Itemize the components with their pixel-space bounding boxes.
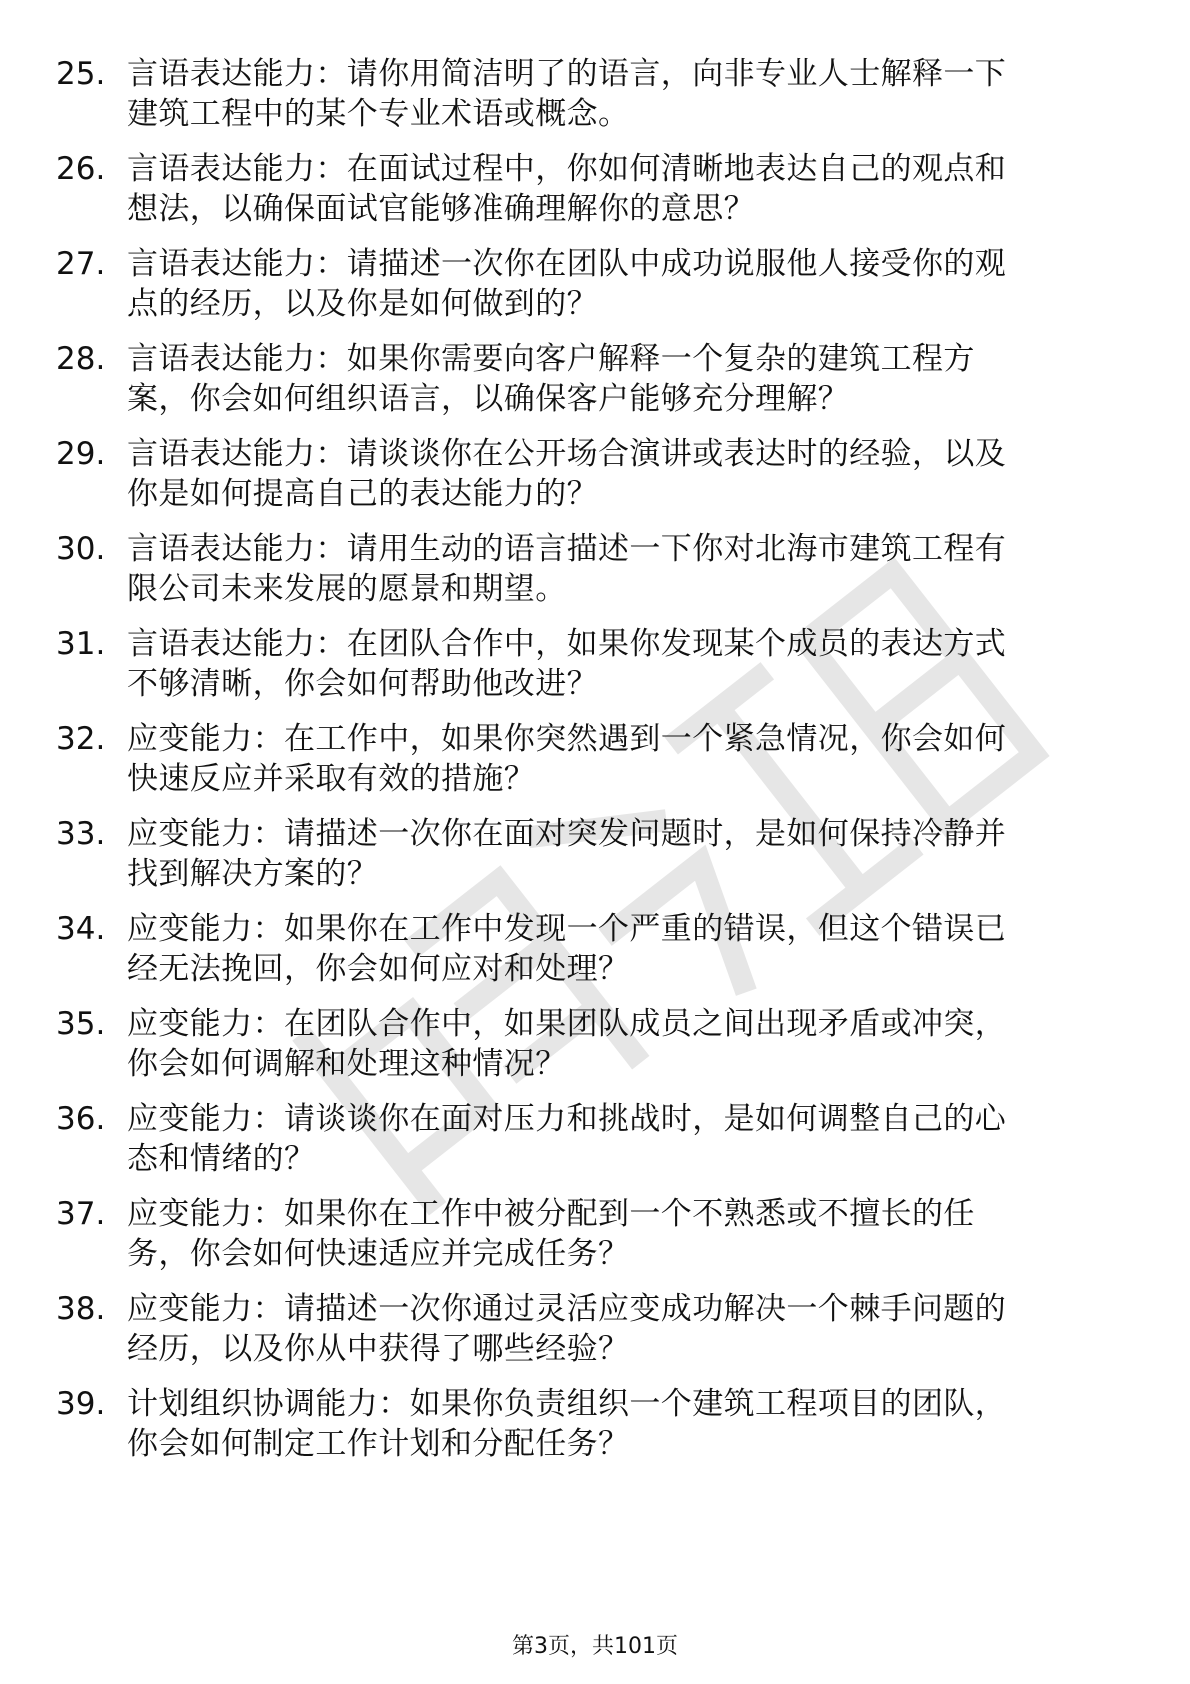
question-text <box>127 529 1135 609</box>
question-text-line: 点的经历，以及你是如何做到的？ <box>127 286 598 322</box>
question-item <box>0 339 1190 419</box>
question-text-line: 案，你会如何组织语言，以确保客户能够充分理解？ <box>127 381 850 417</box>
question-text-line: 你会如何制定工作计划和分配任务？ <box>127 1426 630 1462</box>
question-number: 35. <box>56 1006 106 1042</box>
question-text-line: 你是如何提高自己的表达能力的？ <box>127 476 598 512</box>
question-number: 26. <box>56 151 106 187</box>
question-text <box>127 1099 1135 1179</box>
question-text <box>127 434 1135 514</box>
question-text-line: 快速反应并采取有效的措施？ <box>127 761 536 797</box>
question-item <box>0 54 1190 134</box>
question-text <box>127 54 1135 134</box>
question-text <box>127 624 1135 704</box>
question-text-line: 经无法挽回，你会如何应对和处理？ <box>127 951 630 987</box>
question-text-line: 言语表达能力：请描述一次你在团队中成功说服他人接受你的观 <box>127 246 1007 282</box>
question-number: 32. <box>56 721 106 757</box>
question-item <box>0 719 1190 799</box>
question-text <box>127 909 1135 989</box>
question-item <box>0 244 1190 324</box>
question-text-line: 建筑工程中的某个专业术语或概念。 <box>127 96 630 132</box>
question-item <box>0 149 1190 229</box>
question-text-line: 应变能力：请描述一次你通过灵活应变成功解决一个棘手问题的 <box>127 1291 1007 1327</box>
question-text-line: 应变能力：请描述一次你在面对突发问题时，是如何保持冷静并 <box>127 816 1007 852</box>
question-text-line: 应变能力：如果你在工作中被分配到一个不熟悉或不擅长的任 <box>127 1196 975 1232</box>
question-item <box>0 1004 1190 1084</box>
question-text-line: 应变能力：在团队合作中，如果团队成员之间出现矛盾或冲突， <box>127 1006 1007 1042</box>
question-number: 25. <box>56 56 106 92</box>
question-text-line: 言语表达能力：请用生动的语言描述一下你对北海市建筑工程有 <box>127 531 1007 567</box>
question-text-line: 不够清晰，你会如何帮助他改进？ <box>127 666 598 702</box>
question-text <box>127 814 1135 894</box>
question-text-line: 找到解决方案的？ <box>127 856 379 892</box>
question-text-line: 经历，以及你从中获得了哪些经验？ <box>127 1331 630 1367</box>
question-text-line: 限公司未来发展的愿景和期望。 <box>127 571 567 607</box>
question-text-line: 言语表达能力：请你用简洁明了的语言，向非专业人士解释一下 <box>127 56 1007 92</box>
question-item <box>0 434 1190 514</box>
question-text-line: 应变能力：请谈谈你在面对压力和挑战时，是如何调整自己的心 <box>127 1101 1007 1137</box>
question-number: 30. <box>56 531 106 567</box>
question-text <box>127 149 1135 229</box>
question-number: 27. <box>56 246 106 282</box>
question-number: 28. <box>56 341 106 377</box>
question-text-line: 计划组织协调能力：如果你负责组织一个建筑工程项目的团队， <box>127 1386 1007 1422</box>
question-item <box>0 1099 1190 1179</box>
question-text <box>127 1004 1135 1084</box>
question-text-line: 态和情绪的？ <box>127 1141 316 1177</box>
question-text <box>127 1289 1135 1369</box>
question-item <box>0 1194 1190 1274</box>
question-number: 31. <box>56 626 106 662</box>
question-text-line: 言语表达能力：在团队合作中，如果你发现某个成员的表达方式 <box>127 626 1007 662</box>
question-text <box>127 339 1135 419</box>
question-item <box>0 814 1190 894</box>
question-text <box>127 244 1135 324</box>
question-number: 38. <box>56 1291 106 1327</box>
question-text-line: 应变能力：如果你在工作中发现一个严重的错误，但这个错误已 <box>127 911 1007 947</box>
question-text-line: 想法，以确保面试官能够准确理解你的意思？ <box>127 191 755 227</box>
question-item <box>0 1384 1190 1464</box>
question-number: 33. <box>56 816 106 852</box>
question-text <box>127 719 1135 799</box>
question-number: 34. <box>56 911 106 947</box>
question-item <box>0 624 1190 704</box>
question-text <box>127 1384 1135 1464</box>
question-text <box>127 1194 1135 1274</box>
page-footer: 第3页，共101页 <box>512 1634 678 1659</box>
question-text-line: 应变能力：在工作中，如果你突然遇到一个紧急情况，你会如何 <box>127 721 1007 757</box>
question-number: 29. <box>56 436 106 472</box>
question-text-line: 言语表达能力：请谈谈你在公开场合演讲或表达时的经验，以及 <box>127 436 1007 472</box>
question-text-line: 言语表达能力：在面试过程中，你如何清晰地表达自己的观点和 <box>127 151 1007 187</box>
question-number: 39. <box>56 1386 106 1422</box>
question-number: 37. <box>56 1196 106 1232</box>
question-item <box>0 1289 1190 1369</box>
question-item <box>0 909 1190 989</box>
question-number: 36. <box>56 1101 106 1137</box>
question-text-line: 言语表达能力：如果你需要向客户解释一个复杂的建筑工程方 <box>127 341 975 377</box>
question-text-line: 你会如何调解和处理这种情况？ <box>127 1046 567 1082</box>
question-text-line: 务，你会如何快速适应并完成任务？ <box>127 1236 630 1272</box>
question-item <box>0 529 1190 609</box>
